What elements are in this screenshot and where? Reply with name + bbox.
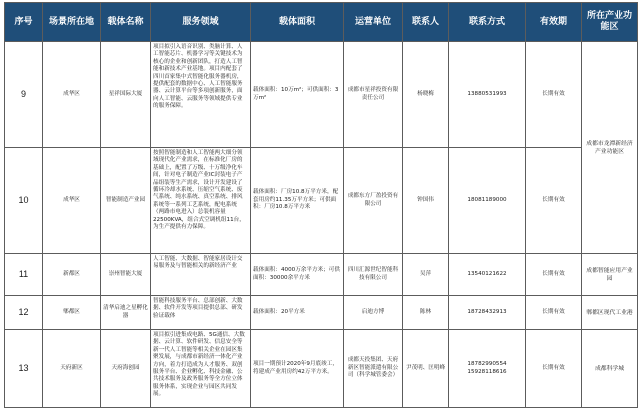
row-contact: 杨晓梅 [403, 42, 449, 148]
row-location: 成华区 [43, 148, 101, 254]
row-location: 新都区 [43, 254, 101, 296]
row-validity: 长期有效 [526, 42, 582, 148]
row-area: 载体面积：4000万余平方米；可供面积：30000余平方米 [251, 254, 344, 296]
row-validity: 长期有效 [526, 330, 582, 408]
row-seq: 9 [5, 42, 43, 148]
row-carrier: 崇州智能大厦 [101, 254, 151, 296]
row-seq: 13 [5, 330, 43, 408]
row-operator: 四川汇源世纪智能科技有限公司 [344, 254, 403, 296]
row-area: 载体面积：厂房10.8万平方米，配套用房约11.35万平方米；可供面积：厂房10.8万平方米 [251, 148, 344, 254]
row-operator: 成都天投集团、天府新区智能派遣有限公司（科学城管委会） [344, 330, 403, 408]
table-row [5, 296, 638, 330]
row-carrier: 星祥国际大厦 [101, 42, 151, 148]
row-validity: 长期有效 [526, 296, 582, 330]
row-operator: 成都市星祥投资有限责任公司 [344, 42, 403, 148]
header-validity: 有效期 [526, 3, 582, 42]
row-zone: 成都科学城 [582, 330, 638, 408]
row-location: 成华区 [43, 42, 101, 148]
row-zone-merged: 成都市龙潭新经济产业功能区 [582, 42, 638, 254]
policy-table-sheet [4, 2, 637, 408]
row-phone: 18728432913 [449, 296, 526, 330]
header-zone: 所在产业功能区 [582, 3, 638, 42]
row-area: 项目一期预计2020年9月底竣工，将建成产业用房约42万平方米。 [251, 330, 344, 408]
row-seq: 12 [5, 296, 43, 330]
row-contact: 尹茂明、匡明峰 [403, 330, 449, 408]
row-location: 天府新区 [43, 330, 101, 408]
row-operator: 启迪方博 [344, 296, 403, 330]
row-service: 按照智能制造和人工智能两大细分领域现代化产业需求，在标准化厂房的基础上，配置了万级、十万级净化车间，针对电子制造产业IC封装电子产品组装等生产需求，设计开发建设了循环冷却水系统、压缩空气系统、废气系统、纯水系统、真空系统、排风系统等一系列工艺系统，配电系统（两路市电进入）总装机容量22500KVA，组合式空调机组11台，为生产提供有力保障。 [151, 148, 251, 254]
row-validity: 长期有效 [526, 148, 582, 254]
header-service: 服务领域 [151, 3, 251, 42]
header-seq: 序号 [5, 3, 43, 42]
row-seq: 10 [5, 148, 43, 254]
row-area: 载体面积：20平方米 [251, 296, 344, 330]
row-contact: 陈林 [403, 296, 449, 330]
row-service: 项目拟引入语音识别、类脑计算、人工智能芯片、机器学习等关键技术为核心的企业和创新团队，打造人工智能和新技术产业基地。项目内配套了四川首家集中式智能化服务器机房，提供配套的数据中心、人工智能服务器、云计算平台等多项创新服务，面向人工智能、云服务等领域提供专业的服务保障。 [151, 42, 251, 148]
table-row [5, 254, 638, 296]
table-row [5, 42, 638, 148]
table-row [5, 330, 638, 408]
row-area: 载体面积：10万m²；可供面积：3万m² [251, 42, 344, 148]
row-contact: 钟国伟 [403, 148, 449, 254]
carrier-table [4, 2, 638, 408]
row-phone: 18782990554 15928118616 [449, 330, 526, 408]
row-carrier: 智能制造产业园 [101, 148, 151, 254]
table-row [5, 148, 638, 254]
row-phone: 18081189000 [449, 148, 526, 254]
row-seq: 11 [5, 254, 43, 296]
row-zone: 郫都区现代工业港 [582, 296, 638, 330]
row-service: 项目拟引进集成电路、5G通信、大数据、云计算、软件研发、信息安全等新一代人工智能等相关企业在园区集聚发展，与成都市新经济一体化产业方向，着力打造成为人才服务、双创服务平台、企业孵化、科技金融、公共技术服务及政务服务等全方位立体服务体系，实现企业与园区共同发展。 [151, 330, 251, 408]
header-operator: 运营单位 [344, 3, 403, 42]
header-area: 载体面积 [251, 3, 344, 42]
row-phone: 13540121622 [449, 254, 526, 296]
header-location: 场景所在地 [43, 3, 101, 42]
row-carrier: 清华启迪之星孵化器 [101, 296, 151, 330]
row-zone: 成都智能应用产业园 [582, 254, 638, 296]
row-validity: 长期有效 [526, 254, 582, 296]
row-operator: 成都东方厂盈投资有限公司 [344, 148, 403, 254]
row-carrier: 天府海创园 [101, 330, 151, 408]
header-carrier: 载体名称 [101, 3, 151, 42]
row-location: 郫都区 [43, 296, 101, 330]
header-contact: 联系人 [403, 3, 449, 42]
header-phone: 联系方式 [449, 3, 526, 42]
row-contact: 吴萍 [403, 254, 449, 296]
row-phone: 13880531993 [449, 42, 526, 148]
row-service: 人工智能、大数据、智能家居设计交易服务及与智能相关的新经济产业 [151, 254, 251, 296]
header-row [5, 3, 638, 42]
row-service: 智能科技服务平台、总部创新、大数据、软件开发等项目提供总部、研发验证载体 [151, 296, 251, 330]
